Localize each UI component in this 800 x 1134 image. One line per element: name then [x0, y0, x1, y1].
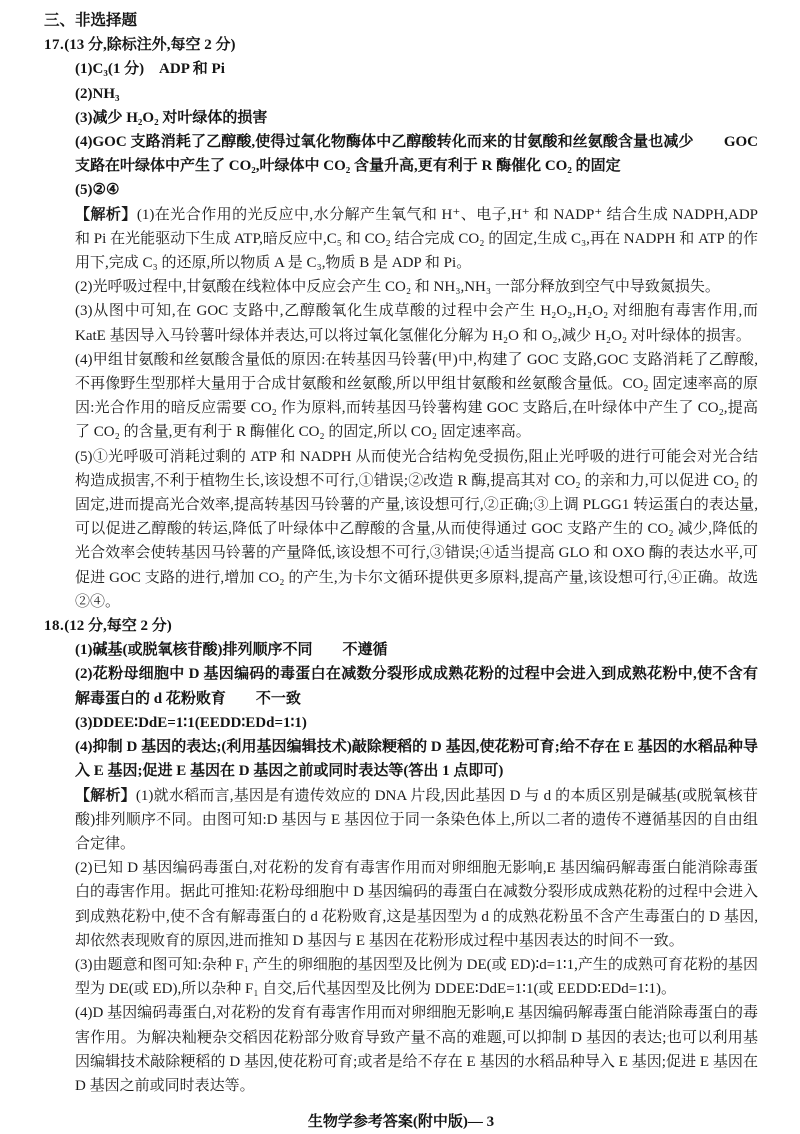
q18-answer-2: (2)花粉母细胞中 D 基因编码的毒蛋白在减数分裂形成成熟花粉的过程中会进入到成熟花粉中,使不含有解毒蛋白的 d 花粉败育 不一致	[75, 666, 758, 707]
q18-analysis-3: (3)由题意和图可知:杂种 F₁ 产生的卵细胞的基因型及比例为 DE(或 ED)∶d=1∶1,产生的成熟可育花粉的基因型为 DE(或 ED),所以杂种 F₁ 自交,后代基因型及比例为 DDEE∶DdE=1∶1(或 EEDD∶EDd=1∶1)。	[75, 956, 758, 998]
q18-analysis-4: (4)D 基因编码毒蛋白,对花粉的发育有毒害作用而对卵细胞无影响,E 基因编码解毒蛋白能消除毒蛋白的毒害作用。为解决籼粳杂交稻因花粉部分败育导致产量不高的难题,可以抑制 D 基因的表达;也可以利用基因编辑技术敲除粳稻的 D 基因,使花粉可育;或者是给不存在 E 基因的水稻品种导入 E 基因;促进 E 基因在 D 基因之前或同时表达等。	[75, 1005, 758, 1094]
question-17	[44, 33, 758, 614]
question-17-points: (13 分,除标注外,每空 2 分)	[64, 37, 236, 54]
q17-analysis-4: (4)甲组甘氨酸和丝氨酸含量低的原因:在转基因马铃薯(甲)中,构建了 GOC 支路,GOC 支路消耗了乙醇酸,不再像野生型那样大量用于合成甘氨酸和丝氨酸,所以甲组甘氨酸和丝氨酸含量低。CO₂ 固定速率高的原因:光合作用的暗反应需要 CO₂ 作为原料,而转基因马铃薯构建 GOC 支路后,在叶绿体中产生了 CO₂,提高了 CO₂ 的含量,更有利于 R 酶催化 CO₂ 的固定,所以 CO₂ 固定速率高。	[75, 351, 758, 441]
question-17-number: 17.	[44, 37, 65, 54]
page-footer: 生物学参考答案(附中版)— 3	[307, 1114, 495, 1131]
question-18-points: (12 分,每空 2 分)	[64, 618, 172, 635]
question-18-number: 18.	[44, 618, 65, 635]
q18-analysis-1-text: (1)就水稻而言,基因是有遗传效应的 DNA 片段,因此基因 D 与 d 的本质区别是碱基(或脱氧核苷酸)排列顺序不同。由图可知:D 基因与 E 基因位于同一条染色体上,所以二者的遗传不遵循基因的自由组合定律。	[75, 787, 758, 852]
q17-answer-2: (2)NH₃	[75, 85, 120, 102]
q17-answer-4: (4)GOC 支路消耗了乙醇酸,使得过氧化物酶体中乙醇酸转化而来的甘氨酸和丝氨酸含量也减少 GOC 支路在叶绿体中产生了 CO₂,叶绿体中 CO₂ 含量升高,更有利于 R 酶催化 CO₂ 的固定	[75, 134, 758, 175]
q17-answer-5: (5)②④	[75, 182, 120, 199]
q17-analysis-3: (3)从图中可知,在 GOC 支路中,乙醇酸氧化生成草酸的过程中会产生 H₂O₂,H₂O₂ 对细胞有毒害作用,而 KatE 基因导入马铃薯叶绿体并表达,可以将过氧化氢催化分解为 H₂O 和 O₂,减少 H₂O₂ 对叶绿体的损害。	[75, 303, 758, 344]
q18-analysis-1	[75, 784, 758, 857]
q17-analysis-2: (2)光呼吸过程中,甘氨酸在线粒体中反应会产生 CO₂ 和 NH₃,NH₃ 一部分释放到空气中导致氮损失。	[75, 279, 720, 296]
question-18	[44, 614, 758, 1098]
q17-answer-1: (1)C₃(1 分) ADP 和 Pi	[75, 61, 225, 78]
q18-analysis-2: (2)已知 D 基因编码毒蛋白,对花粉的发育有毒害作用而对卵细胞无影响,E 基因编码解毒蛋白能消除毒蛋白的毒害作用。据此可推知:花粉母细胞中 D 基因编码的毒蛋白在减数分裂形成成熟花粉的过程中会进入到成熟花粉中,使不含有解毒蛋白的 d 花粉败育,这是基因型为 d 的成熟花粉虽不含产生毒蛋白的 D 基因,却依然表现败育的原因,进而推知 D 基因与 E 基因在花粉形成过程中基因表达的时间不一致。	[75, 860, 758, 949]
analysis-label: 【解析】	[75, 206, 137, 223]
q18-answer-4: (4)抑制 D 基因的表达;(利用基因编辑技术)敲除粳稻的 D 基因,使花粉可育;给不存在 E 基因的水稻品种导入 E 基因;促进 E 基因在 D 基因之前或同时表达等(答出 1 点即可)	[75, 739, 758, 780]
q18-answer-3: (3)DDEE∶DdE=1∶1(EEDD∶EDd=1∶1)	[75, 714, 307, 731]
section-heading: 三、非选择题	[44, 12, 138, 29]
q17-analysis-5: (5)①光呼吸可消耗过剩的 ATP 和 NADPH 从而使光合结构免受损伤,阻止光呼吸的进行可能会对光合结构造成损害,不利于植物生长,该设想不可行,①错误;②改造 R 酶,提高其对 CO₂ 的亲和力,可以促进 CO₂ 的固定,进而提高光合效率,提高转基因马铃薯的产量,该设想可行,②正确;③上调 PLGG1 转运蛋白的表达量,可以促进乙醇酸的转运,降低了叶绿体中乙醇酸的含量,从而使得通过 GOC 支路产生的 CO₂ 减少,降低的光合效率会使转基因马铃薯的产量降低,该设想不可行,③错误;④适当提高 GLO 和 OXO 酶的表达水平,可促进 GOC 支路的进行,增加 CO₂ 的产生,为卡尔文循环提供更多原料,提高产量,该设想可行,④正确。故选②④。	[75, 448, 758, 610]
q18-answer-1: (1)碱基(或脱氧核苷酸)排列顺序不同 不遵循	[75, 642, 388, 659]
q17-answer-3: (3)减少 H₂O₂ 对叶绿体的损害	[75, 109, 268, 126]
analysis-label: 【解析】	[75, 787, 136, 804]
question-18-header	[44, 614, 758, 638]
q17-analysis-1-text: (1)在光合作用的光反应中,水分解产生氧气和 H⁺、电子,H⁺ 和 NADP⁺ 结合生成 NADPH,ADP 和 Pi 在光能驱动下生成 ATP,暗反应中,C₅ 和 CO₂ 结合完成 CO₂ 的固定,生成 C₃,再在 NADPH 和 ATP 的作用下,完成 C₃ 的还原,所以物质 A 是 C₃,物质 B 是 ADP 和 Pi。	[75, 206, 758, 272]
question-17-header	[44, 33, 758, 57]
q17-analysis-1	[75, 203, 758, 276]
